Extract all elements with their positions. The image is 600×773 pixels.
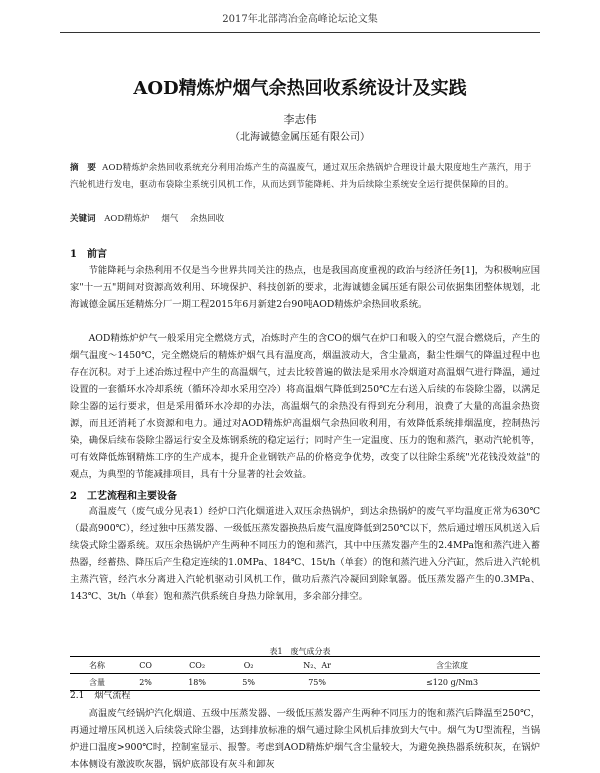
table-header-cell: O₂ (243, 660, 254, 670)
table-cell: 18% (188, 677, 206, 687)
subsection-number: 2.1 (70, 691, 85, 701)
subsection-heading (70, 688, 140, 701)
table-caption: 表1 废气成分表 (269, 647, 331, 656)
paper-title: AOD精炼炉烟气余热回收系统设计及实践 (133, 78, 467, 99)
table-header-cell: 含尘浓度 (436, 660, 469, 670)
table-header-cell: CO (139, 660, 152, 670)
keywords (70, 211, 540, 228)
table-cell: 75% (308, 677, 326, 687)
table-row (70, 674, 540, 691)
abstract (70, 160, 540, 194)
paragraph-gas-flow: 高温废气经锅炉汽化烟道、五级中压蒸发器、一级低压蒸发器产生两种不同压力的饱和蒸汽后降温至250℃，再通过增压风机送入后续袋式除尘器，达到排放标准的烟气通过除尘风机后排放到大气中。烟气为U型流程，当锅炉进口温度>900℃时，控制室显示、报警。考虑到AOD精炼炉烟气含尘量较大，为避免换热器系统积灰，在锅炉本体侧设有激波吹灰器，锅炉底部设有灰斗和卸灰 (70, 708, 540, 770)
gas-composition-table (70, 656, 540, 691)
abstract-text: AOD精炼炉余热回收系统充分利用冶炼产生的高温废气，通过双压余热锅炉合理设计最大限度地生产蒸汽，用于汽轮机进行发电，驱动布袋除尘系统引风机工作，从而达到节能降耗、并为后续除尘系统安全运行提供保障的目的。 (70, 163, 532, 190)
abstract-label: 摘 要 (70, 163, 97, 173)
table-cell: 5% (242, 677, 255, 687)
keywords-label: 关键词 (70, 214, 96, 224)
table-header-cell: CO₂ (189, 660, 206, 670)
keyword: 烟气 (161, 214, 179, 224)
paragraph-intro-1: 节能降耗与余热利用不仅是当今世界共同关注的热点，也是我国高度重视的政治与经济任务[1]，为积极响应国家"十一五"期间对资源高效利用、环境保护、科技创新的要求，北海诚德金属压延有限公司依据集团整体规划，北海诚德金属压延精炼分厂一期工程2015年6月新建2台90吨AOD精炼炉余热回收系统。 (70, 265, 540, 310)
keyword: AOD精炼炉 (104, 214, 150, 224)
author-affiliation: （北海诚德金属压延有限公司） (230, 132, 370, 143)
table-header-cell: N₂、Ar (303, 660, 331, 670)
keyword: 余热回收 (190, 214, 225, 224)
subsection-title: 烟气流程 (94, 691, 131, 701)
paragraph-intro-2: AOD精炼炉炉气一般采用完全燃烧方式，冶炼时产生的含CO的烟气在炉口和吸入的空气混合燃烧后，产生的烟气温度～1450℃，完全燃烧后的精炼炉烟气具有温度高，烟温波动大，含尘量高，黏尘性烟气的降温过程中也存在沉积。对于上述冶炼过程中产生的高温烟气，过去比较普遍的做法是采用水冷烟道对高温烟气进行降温，通过设置的一套循环水冷却系统（循环冷却水采用空冷）将高温烟气降低到250℃左右送入后续的布袋除尘器，以满足除尘器的运行要求，但是采用循环水冷却的办法，高温烟气的余热没有得到充分利用，浪费了大量的高温余热资源，而且还消耗了水资源和电力。通过对AOD精炼炉高温烟气余热回收利用，有效降低系统排烟温度，控制热污染，确保后续布袋除尘器运行安全及炼钢系统的稳定运行；同时产生一定温度、压力的饱和蒸汽，驱动汽轮机等，可有效降低炼钢精炼工序的生产成本，提升企业钢铁产品的价格竞争优势，改变了以往除尘系统"光花钱没效益"的观点，为典型的节能减排项目，具有十分显著的社会效益。 (70, 333, 540, 480)
author-name: 李志伟 (283, 113, 317, 126)
table-header-cell: 名称 (89, 660, 106, 670)
table-cell: ≤120 g/Nm3 (426, 677, 479, 687)
section-heading-1: 1 前言 (70, 249, 107, 260)
running-header: 2017年北部湾冶金高峰论坛论文集 (60, 8, 540, 33)
section-heading-2: 2 工艺流程和主要设备 (70, 491, 177, 502)
table-cell: 2% (139, 677, 152, 687)
table-header-row (70, 657, 540, 674)
paragraph-process: 高温废气（废气成分见表1）经炉口汽化烟道进入双压余热锅炉，到达余热锅炉的废气平均温度正常为630℃（最高900℃），经过独中压蒸发器、一级低压蒸发器换热后废气温度降低到250℃以下，然后通过增压风机送入后续袋式除尘器系统。双压余热锅炉产生两种不同压力的饱和蒸汽，其中中压蒸发器产生的2.4MPa饱和蒸汽进入蓄热器，经蓄热、降压后产生稳定连续的1.0MPa、184℃、15t/h（单套）的饱和蒸汽进入分汽缸，然后进入汽轮机主蒸汽管，经汽水分离进入汽轮机驱动引风机工作，做功后蒸汽冷凝回到除氧器。低压蒸发器产生的0.3MPa、143℃、3t/h（单套）饱和蒸汽供系统自身热力除氧用，多余部分排空。 (70, 506, 540, 602)
table-cell: 含量 (89, 677, 106, 687)
